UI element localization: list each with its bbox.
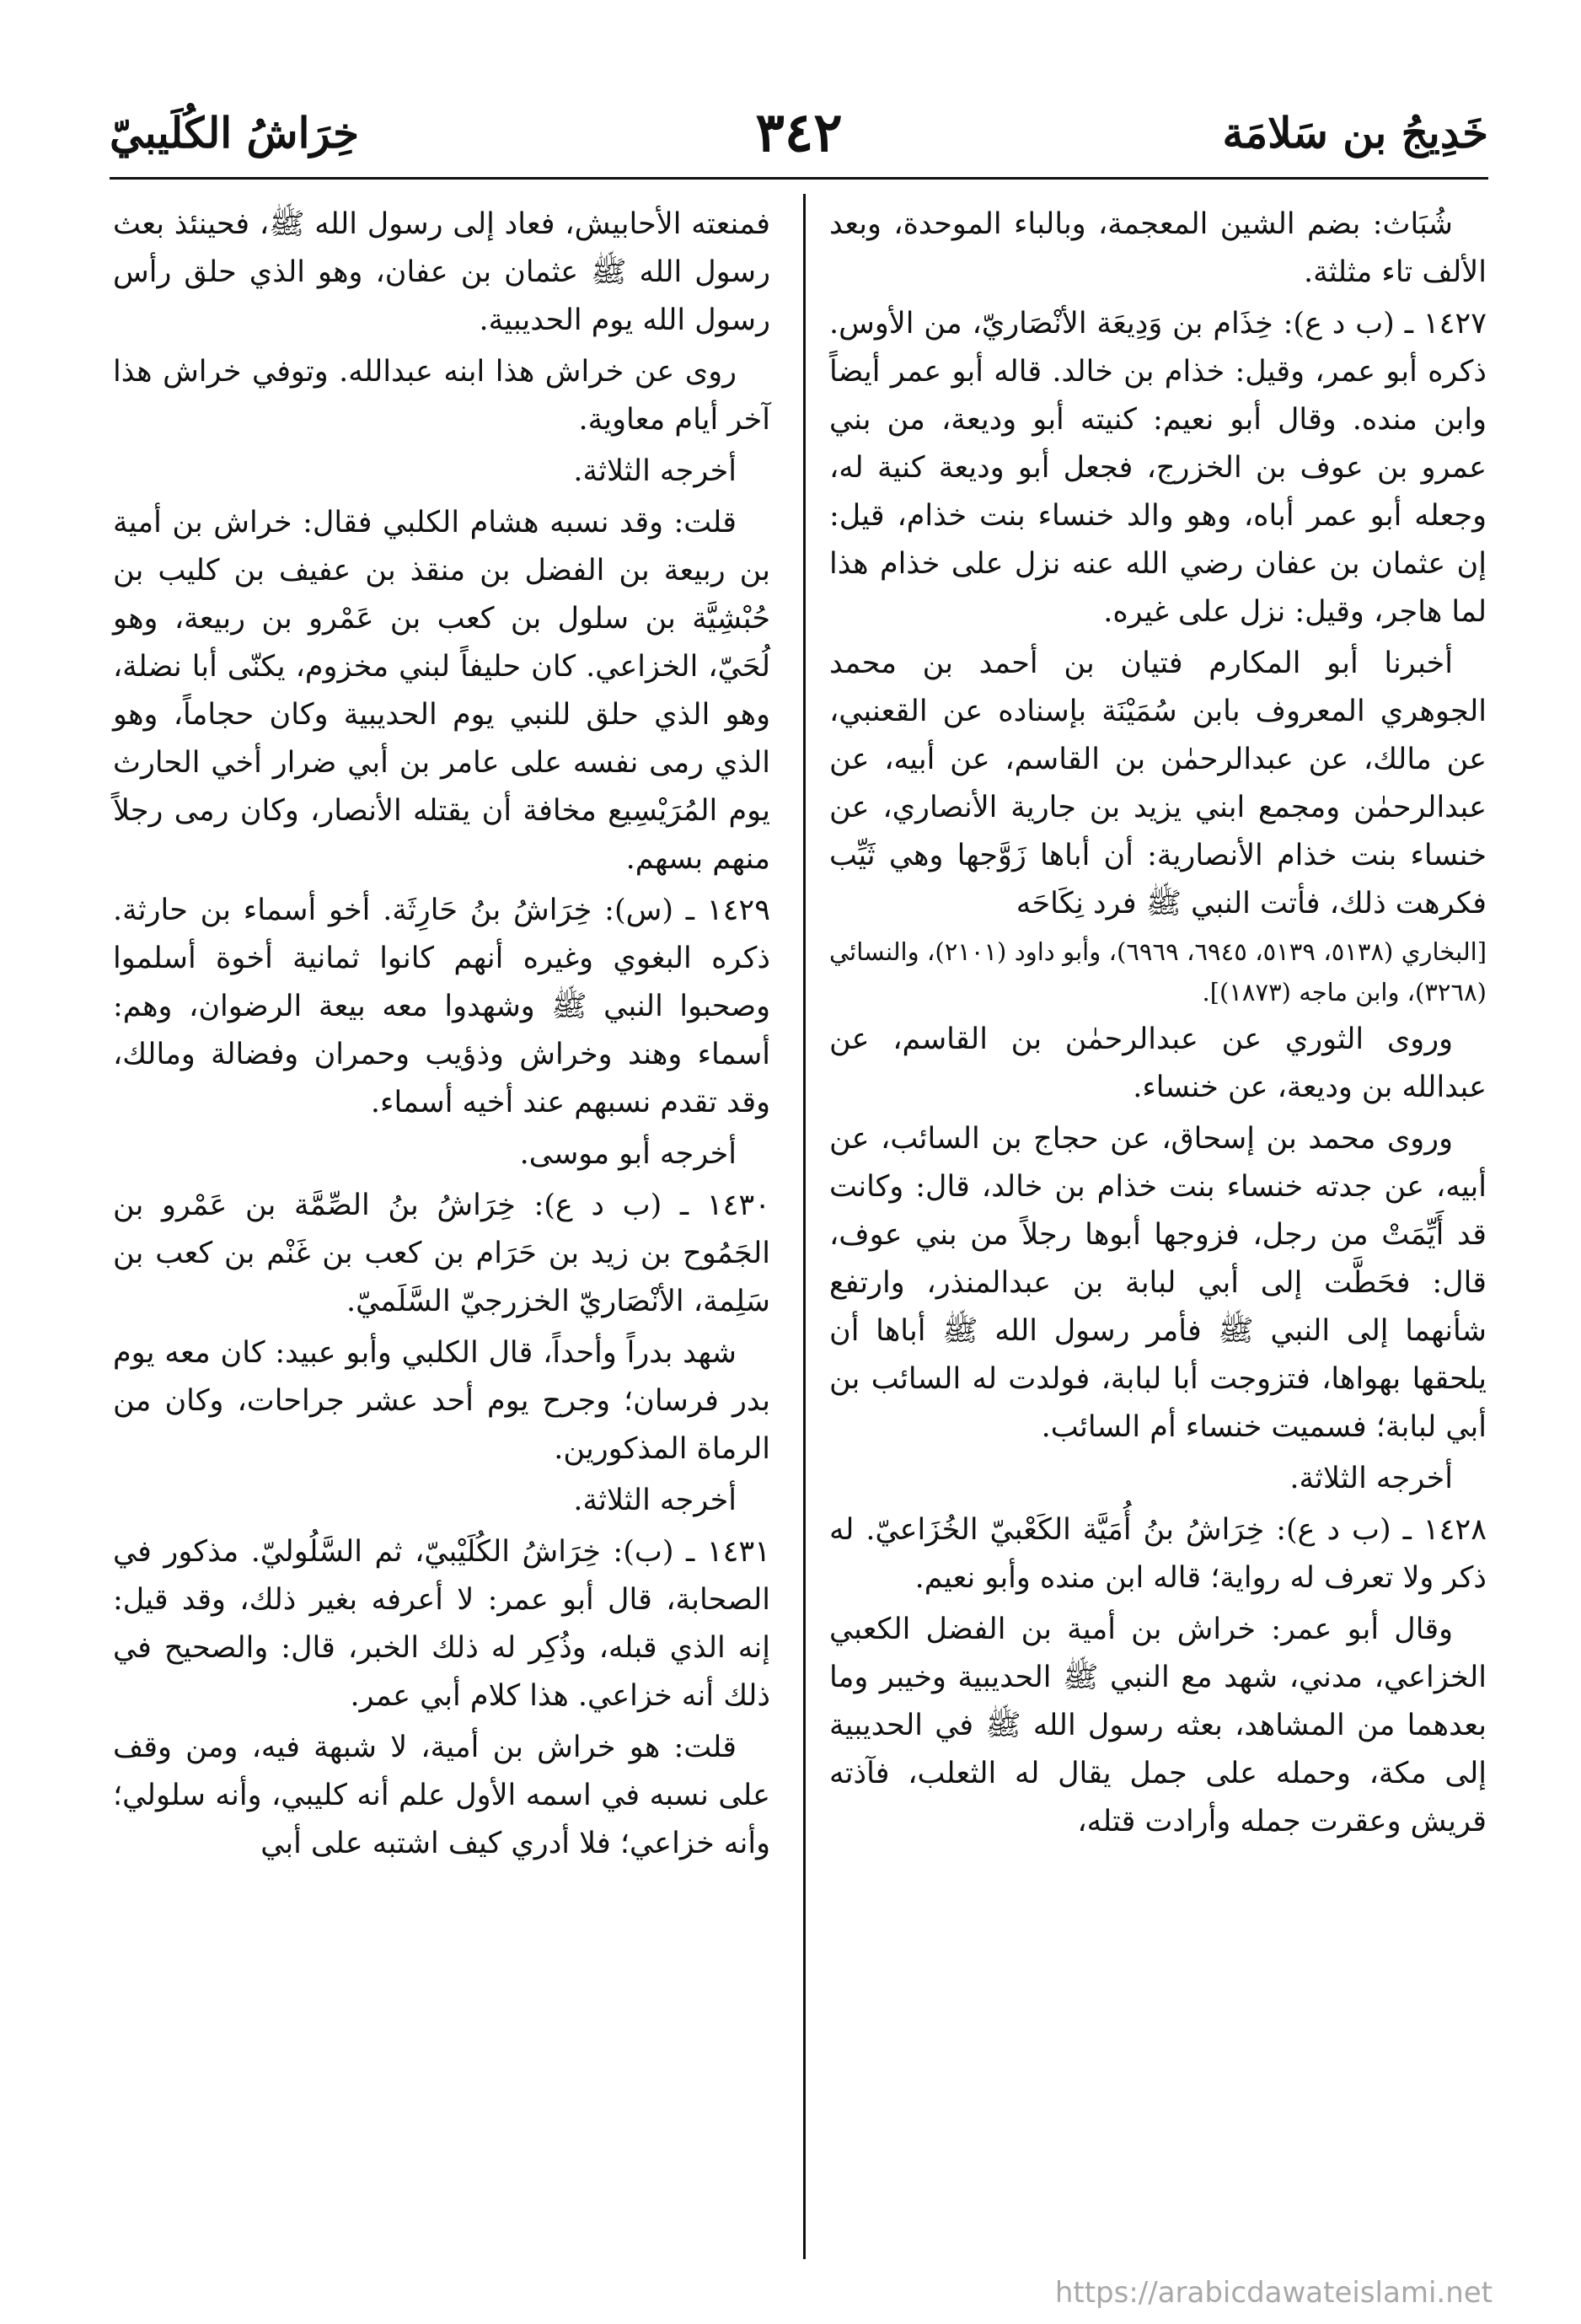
paragraph: أخرجه أبو موسى. — [519, 1137, 737, 1171]
header-rule — [110, 177, 1488, 180]
entry-1431: ١٤٣١ ـ (ب): خِرَاشُ الكُلَيْبيّ، ثم السَّلُوليّ. مذكور في الصحابة، قال أبو عمر: لا أعرفه بغير ذلك، وقد قيل: إنه الذي قبله، وذُكِر له ذلك الخبر، قال: والصحيح في ذلك أنه خزاعي. هذا كلام أبي عمر. — [113, 1535, 770, 1713]
paragraph: أخبرنا أبو المكارم فتيان بن أحمد بن محمد الجوهري المعروف بابن سُمَيْنَة بإسناده عن القعنبي، عن مالك، عن عبدالرحمٰن بن القاسم، عن أبيه، عن عبدالرحمٰن ومجمع ابني يزيد بن جارية الأنصاري، عن خنساء بنت خذام الأنصارية: أن أباها زَوَّجها وهي ثَيِّب فكرهت ذلك، فأتت النبي ﷺ فرد نِكَاحَه — [829, 647, 1487, 920]
paragraph: شُبَاث: بضم الشين المعجمة، وبالباء الموحدة، وبعد الألف تاء مثلثة. — [829, 207, 1487, 289]
right-column — [829, 201, 1487, 1849]
paragraph: روى عن خراش هذا ابنه عبدالله. وتوفي خراش هذا آخر أيام معاوية. — [113, 355, 770, 437]
header-left-title: خِرَاشُ الكُلَيبيّ — [110, 108, 359, 158]
entry-1428: ١٤٢٨ ـ (ب د ع): خِرَاشُ بنُ أُمَيَّة الكَعْبيّ الخُزَاعيّ. له ذكر ولا تعرف له رواية؛ قاله ابن منده وأبو نعيم. — [829, 1513, 1487, 1595]
paragraph: وروى محمد بن إسحاق، عن حجاج بن السائب، عن أبيه، عن جدته خنساء بنت خذام بن خالد، قال: وكانت قد أَيِّمَتْ من رجل، فزوجها أبوها رجلاً من بني عوف، قال: فحَطَّت إلى أبي لبابة بن عبدالمنذر، وارتفع شأنهما إلى النبي ﷺ فأمر رسول الله ﷺ أباها أن يلحقها بهواها، فتزوجت أبا لبابة، فولدت له السائب بن أبي لبابة؛ فسميت خنساء أم السائب. — [829, 1122, 1487, 1444]
paragraph: شهد بدراً وأحداً، قال الكلبي وأبو عبيد: كان معه يوم بدر فرسان؛ وجرح يوم أحد عشر جراحات، وكان من الرماة المذكورين. — [113, 1336, 770, 1466]
paragraph: أخرجه الثلاثة. — [573, 1484, 737, 1517]
entry-1427: ١٤٢٧ ـ (ب د ع): خِذَام بن وَدِيعَة الأنْصَاريّ، من الأوس. ذكره أبو عمر، وقيل: خذام بن خالد. قاله أبو عمر أيضاً وابن منده. وقال أبو نعيم: كنيته أبو وديعة، من بني عمرو بن عوف بن الخزرج، فجعل أبو وديعة كنية له، وجعله أبو عمر أباه، وهو والد خنساء بنت خذام، قيل: إن عثمان بن عفان رضي الله عنه نزل على خذام هذا لما هاجر، وقيل: نزل على غيره. — [829, 307, 1487, 629]
entry-1430: ١٤٣٠ ـ (ب د ع): خِرَاشُ بنُ الصِّمَّة بن عَمْرو بن الجَمُوح بن زيد بن حَرَام بن كعب بن غَنْم بن كعب بن سَلِمة، الأنْصَاريّ الخزرجيّ السَّلَميّ. — [113, 1189, 770, 1318]
entry-1429: ١٤٢٩ ـ (س): خِرَاشُ بنُ حَارِثَة. أخو أسماء بن حارثة. ذكره البغوي وغيره أنهم كانوا ثمانية أخوة أسلموا وصحبوا النبي ﷺ وشهدوا معه بيعة الرضوان، وهم: أسماء وهند وخراش وذؤيب وحمران وفضالة ومالك، وقد تقدم نسبهم عند أخيه أسماء. — [113, 894, 770, 1119]
left-column — [113, 201, 770, 1871]
paragraph: فمنعته الأحابيش، فعاد إلى رسول الله ﷺ، فحينئذ بعث رسول الله ﷺ عثمان بن عفان، وهو الذي حلق رأس رسول الله يوم الحديبية. — [113, 207, 770, 337]
column-divider — [803, 194, 806, 2259]
paragraph: قلت: هو خراش بن أمية، لا شبهة فيه، ومن وقف على نسبه في اسمه الأول علم أنه كليبي، وأنه سلولي؛ وأنه خزاعي؛ فلا أدري كيف اشتبه على أبي — [113, 1731, 770, 1860]
header-right-title: خَدِيجُ بن سَلامَة — [1222, 108, 1488, 158]
paragraph: وروى الثوري عن عبدالرحمٰن بن القاسم، عن عبدالله بن وديعة، عن خنساء. — [829, 1022, 1487, 1104]
paragraph: أخرجه الثلاثة. — [1289, 1462, 1453, 1495]
page-number: ٣٤٢ — [755, 101, 843, 164]
citation: [البخاري (٥١٣٨، ٥١٣٩، ٦٩٤٥، ٦٩٦٩)، وأبو داود (٢١٠١)، والنسائي (٣٢٦٨)، وابن ماجه (١٨٧٣)]. — [829, 937, 1487, 1006]
paragraph: قلت: وقد نسبه هشام الكلبي فقال: خراش بن أمية بن ربيعة بن الفضل بن منقذ بن عفيف بن كليب بن حُبْشِيَّة بن سلول بن كعب بن عَمْرو بن ربيعة، وهو لُحَيّ، الخزاعي. كان حليفاً لبني مخزوم، يكنّى أبا نضلة، وهو الذي حلق للنبي يوم الحديبية وكان حجاماً، وهو الذي رمى نفسه على عامر بن أبي ضرار أخي الحارث يوم المُرَيْسِيع مخافة أن يقتله الأنصار، وكان رمى رجلاً منهم بسهم. — [113, 506, 770, 876]
watermark-url: https://arabicdawateislami.net — [1054, 2276, 1493, 2310]
paragraph: أخرجه الثلاثة. — [573, 454, 737, 488]
running-header — [110, 101, 1488, 177]
paragraph: وقال أبو عمر: خراش بن أمية بن الفضل الكعبي الخزاعي، مدني، شهد مع النبي ﷺ الحديبية وخيبر وما بعدهما من المشاهد، بعثه رسول الله ﷺ في الحديبية إلى مكة، وحمله على جمل يقال له الثعلب، فآذته قريش وعقرت جمله وأرادت قتله، — [829, 1613, 1487, 1838]
